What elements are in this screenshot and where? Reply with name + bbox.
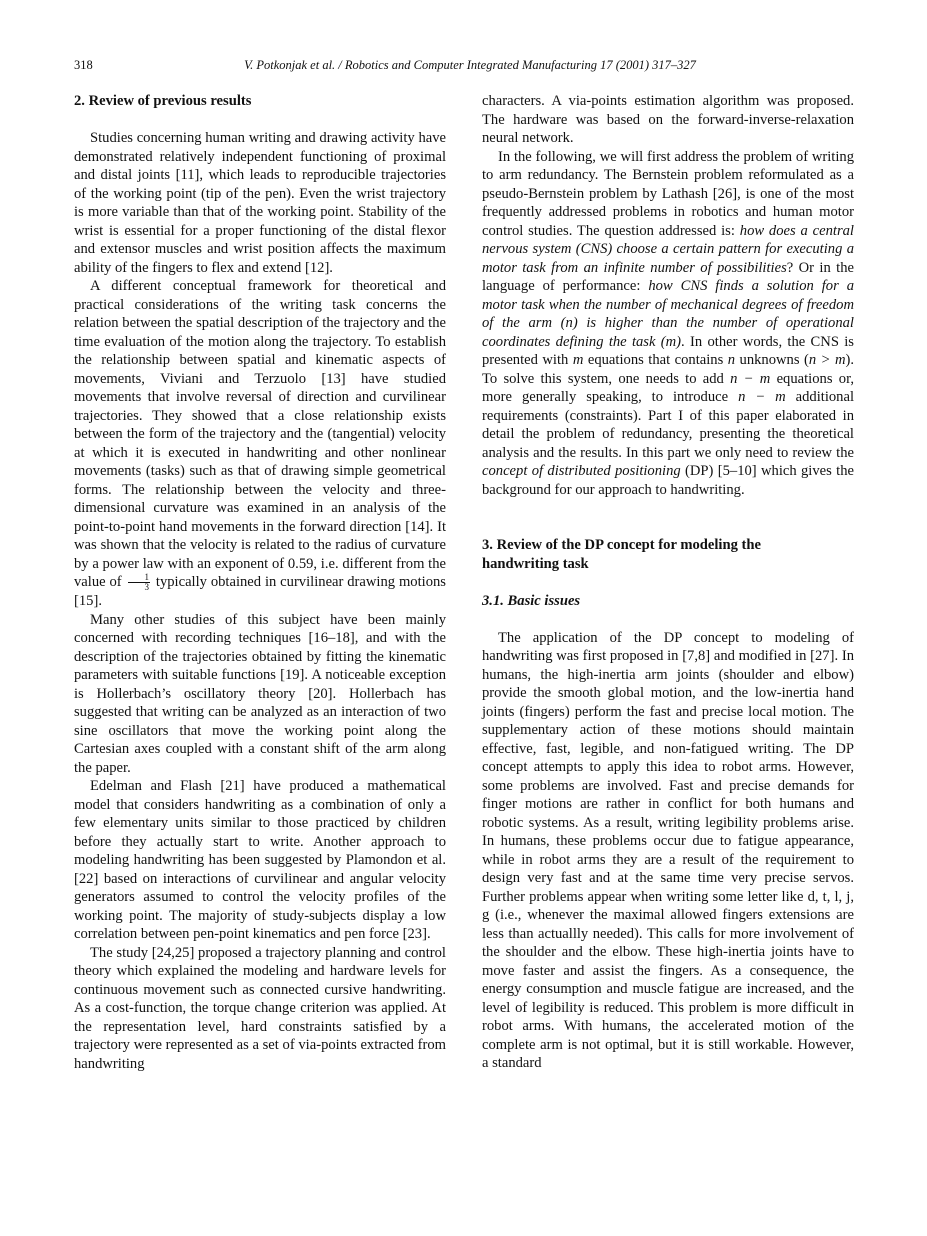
fraction: $\frac{1}{3}$ [128, 573, 151, 592]
paragraph: The study [24,25] proposed a trajectory planning and control theory which explained the modeling and hardware levels for continuous movement such as connected cursive handwriting. As a cost-function, the torque change criterion was applied. At the representation level, hard constraints satisfied by a trajectory were represented as a set of via-points extracted from handwriting [74, 944, 446, 1072]
paragraph-continuation: characters. A via-points estimation algorithm was proposed. The hardware was based on the forward-inverse-relaxation neural network. [482, 93, 854, 146]
section-2-heading: 2. Review of previous results [74, 93, 252, 109]
subsection-3-1-heading: 3.1. Basic issues [482, 592, 581, 609]
left-column [74, 92, 446, 1073]
paragraph: The application of the DP concept to modeling of handwriting was first proposed in [7,8] and modified in [27]. In humans, the high-inertia arm joints (shoulder and elbow) provide the smooth global motion, and the low-inertia hand joints (fingers) perform the fast and precise local motion. The supplementary action of these motions should maintain effective, fast, legible, and non-fatigued writing. The DP concept attempts to apply this idea to robot arms. However, some problems are involved. Fast and precise demands for finger motions are rather in conflict for both humans and robotic systems. As a result, writing legibility problems arise. In humans, these problems occur due to fatigue appearance, while in robot arms they are a result of the requirement to design very fast and at the same time very precise servos. Further problems appear when writing some letter like d, t, l, j, g (i.e., whenever the maximal allowed fingers extensions are less than actuallly needed). This calls for more involvement of the shoulder and the elbow. These high-inertia joints have to move faster and assist the fingers. As a consequence, the energy consumption and muscle fatigue are increased, and the level of legibility is reduced. This problem is more difficult in robot arms. With humans, the accelerated motion of the complete arm is not optimal, but it is still workable. However, a standard [482, 629, 854, 1071]
right-column-text [482, 92, 854, 1073]
section-3-heading: 3. Review of the DP concept for modeling the handwriting task [482, 537, 761, 572]
page-number: 318 [74, 58, 93, 72]
paragraph: In the following, we will first address the problem of writing to arm redundancy. The Bernstein problem reformulated as a pseudo-Bernstein problem by Lathash [26], is one of the most frequently addressed problems in robotics and human motor control studies. The question addressed is: how does a central nervous system (CNS) choose a certain pattern for executing a motor task from an infinite number of possibilities? Or in the language of performance: how CNS finds a solution for a motor task when the number of mechanical degrees of freedom of the arm (n) is higher than the number of operational coordinates defining the task (m). In other words, the CNS is presented with m equations that contains n unknowns (n > m). To solve this system, one needs to add n − m equations or, more generally speaking, to introduce n − m additional requirements (constraints). Part I of this paper elaborated in detail the problem of redundancy, presenting the theoretical analysis and the results. In this part we only need to review the concept of distributed positioning (DP) [5–10] which gives the background for our approach to handwriting. [482, 148, 855, 498]
paragraph: Edelman and Flash [21] have produced a mathematical model that considers handwriting as a combination of only a few elementary units similar to those practiced by children before they actually start to write. Another approach to modeling handwriting has been suggested by Plamondon et al. [22] based on interactions of curvilinear and angular velocity generators assumed to control the velocity profiles of the working point. The majority of study-subjects display a low correlation between pen-point kinematics and pen force [23]. [74, 778, 446, 943]
paragraph: Many other studies of this subject have been mainly concerned with recording techniques [16–18], and with the description of the trajectories obtained by fitting the kinematic parameters with suitable functions [19]. A noticeable exception is Hollerbach’s oscillatory theory [20]. Hollerbach has suggested that writing can be analyzed as an interaction of two sine oscillators that move the working point along the Cartesian axes coupled with a constant shift of the arm along the paper. [74, 611, 446, 776]
paragraph: Studies concerning human writing and drawing activity have demonstrated relatively independent functioning of proximal and distal joints [11], which leads to reproducible trajectories of the working point (tip of the pen). Even the wrist trajectory is more variable than that of the working point. Stability of the wrist is essential for a proper functioning of the distal flexor and extensor muscles and wrist position affects the maximum ability of the fingers to flex and extend [12]. [74, 130, 446, 276]
running-head: V. Potkonjak et al. / Robotics and Computer Integrated Manufacturing 17 (2001) 317–327 [244, 58, 696, 72]
paragraph: A different conceptual framework for theoretical and practical considerations of the writing task concerns the relation between the spatial description of the trajectory and the time evaluation of the motion along the trajectory. To establish the relationship between spatial and kinematic aspects of movements, Viviani and Terzuolo [13] have studied movements that involve reversal of direction and curvilinear trajectories. They showed that a close relationship exists between the form of the trajectory and the (tangential) velocity at which it is executed in handwriting and other nonlinear movements (tasks) such as that of drawing simple geometrical forms. The relationship between the velocity and three-dimensional curvature was examined in an analysis of the point-to-point hand movements in the forward direction [14]. It was shown that the velocity is related to the radius of curvature by a power law with an exponent of 0.59, i.e. different from the value of $\frac{1}{3}$ typically obtained in curvilinear drawing motions [15]. [74, 278, 446, 610]
